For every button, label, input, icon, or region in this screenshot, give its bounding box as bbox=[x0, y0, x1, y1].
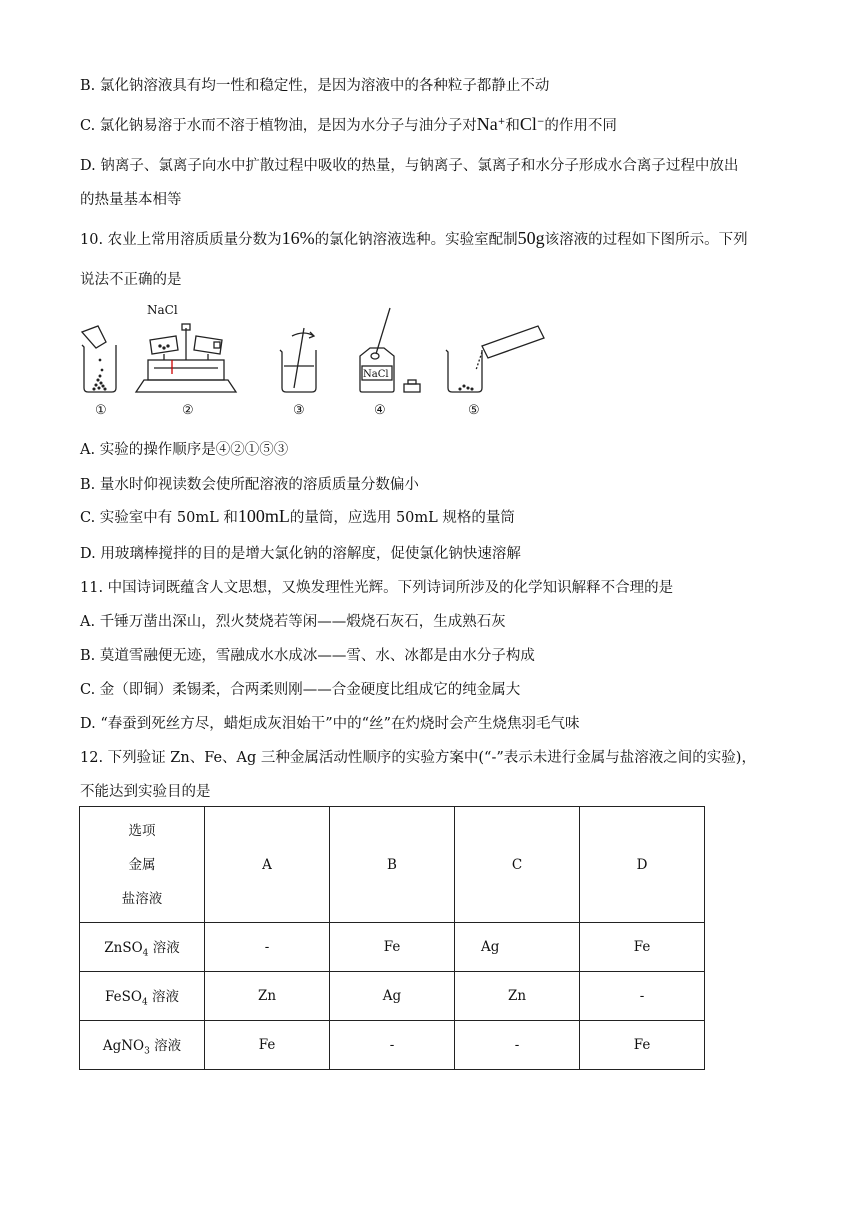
table-cell: - bbox=[455, 1021, 580, 1070]
question-12-stem: 12. 下列验证 Zn、Fe、Ag 三种金属活动性顺序的实验方案中(“-”表示未进行金属与盐溶液之间的实验)， bbox=[80, 750, 756, 766]
table-cell: Zn bbox=[205, 972, 330, 1021]
table-cell: Fe bbox=[330, 923, 455, 972]
header-option-label: 选项 bbox=[128, 822, 156, 839]
table-cell: - bbox=[330, 1021, 455, 1070]
option-10b: B. 量水时仰视读数会使所配溶液的溶质质量分数偏小 bbox=[80, 477, 419, 493]
option-11c: C. 金（即铜）柔锡柔，合两柔则刚——合金硬度比组成它的纯金属大 bbox=[80, 682, 521, 698]
option-10c: C. 实验室中有 50mL 和100mL的量筒，应选用 50mL 规格的量筒 bbox=[80, 506, 515, 526]
step2-balance bbox=[136, 324, 236, 392]
option-11a: A. 千锤万凿出深山，烈火焚烧若等闲——煅烧石灰石，生成熟石灰 bbox=[80, 614, 506, 630]
option-9d-line1: D. 钠离子、氯离子向水中扩散过程中吸收的热量，与钠离子、氯离子和水分子形成水合离子过程中放出 bbox=[80, 158, 739, 174]
option-9b: B. 氯化钠溶液具有均一性和稳定性，是因为溶液中的各种粒子都静止不动 bbox=[80, 78, 550, 94]
header-corner-cell bbox=[80, 807, 205, 923]
table-header-row bbox=[80, 807, 705, 923]
table-cell: Fe bbox=[580, 1021, 705, 1070]
table-cell: Ag bbox=[330, 972, 455, 1021]
option-9d-line2: 的热量基本相等 bbox=[80, 192, 182, 208]
option-10d: D. 用玻璃棒搅拌的目的是增大氯化钠的溶解度，促使氯化钠快速溶解 bbox=[80, 546, 521, 562]
step5-pour-water bbox=[446, 326, 544, 392]
header-option-b: B bbox=[330, 807, 455, 923]
step-label-1: ① bbox=[95, 403, 107, 418]
option-11b: B. 莫道雪融便无迹，雪融成水水成冰——雪、水、冰都是由水分子构成 bbox=[80, 648, 535, 664]
step-label-5: ⑤ bbox=[468, 403, 480, 418]
question-10-stem-line2: 说法不正确的是 bbox=[80, 272, 182, 288]
option-9c: C. 氯化钠易溶于水而不溶于植物油，是因为水分子与油分子对Na+和Cl−的作用不同 bbox=[80, 114, 617, 134]
nacl-paper-label: NaCl bbox=[147, 303, 178, 317]
salt-cell: ZnSO$_4$ 溶液 bbox=[80, 923, 205, 972]
table-cell: Fe bbox=[580, 923, 705, 972]
step1-beaker-pour bbox=[82, 326, 116, 392]
step3-stir bbox=[280, 328, 316, 392]
salt-cell: FeSO$_4$ 溶液 bbox=[80, 972, 205, 1021]
header-option-c: C bbox=[455, 807, 580, 923]
table-cell: Zn bbox=[455, 972, 580, 1021]
bottle-label: NaCl bbox=[363, 369, 389, 380]
table-cell: - bbox=[580, 972, 705, 1021]
table-row bbox=[80, 1021, 705, 1070]
step-label-2: ② bbox=[182, 403, 194, 418]
header-option-d: D bbox=[580, 807, 705, 923]
question-12-stem-line2: 不能达到实验目的是 bbox=[80, 784, 211, 800]
salt-cell: AgNO$_3$ 溶液 bbox=[80, 1021, 205, 1070]
table-row bbox=[80, 972, 705, 1021]
step-label-3: ③ bbox=[293, 403, 305, 418]
experiment-table bbox=[79, 806, 705, 1070]
option-10a: A. 实验的操作顺序是④②①⑤③ bbox=[80, 442, 289, 458]
table-cell: Ag bbox=[455, 923, 580, 972]
table-cell: Fe bbox=[205, 1021, 330, 1070]
experiment-figure bbox=[78, 300, 558, 420]
option-11d: D. “春蚕到死丝方尽，蜡炬成灰泪始干”中的“丝”在灼烧时会产生烧焦羽毛气味 bbox=[80, 716, 580, 732]
table-row bbox=[80, 923, 705, 972]
header-salt-label: 盐溶液 bbox=[121, 890, 163, 907]
header-option-a: A bbox=[205, 807, 330, 923]
question-10-stem: 10. 农业上常用溶质质量分数为16%的氯化钠溶液选种。实验室配制50g该溶液的过程如下图所示。下列 bbox=[80, 228, 748, 248]
header-metal-label: 金属 bbox=[128, 856, 156, 873]
table-cell: - bbox=[205, 923, 330, 972]
question-11-stem: 11. 中国诗词既蕴含人文思想，又焕发理性光辉。下列诗词所涉及的化学知识解释不合理的是 bbox=[80, 580, 674, 596]
step-label-4: ④ bbox=[374, 403, 386, 418]
